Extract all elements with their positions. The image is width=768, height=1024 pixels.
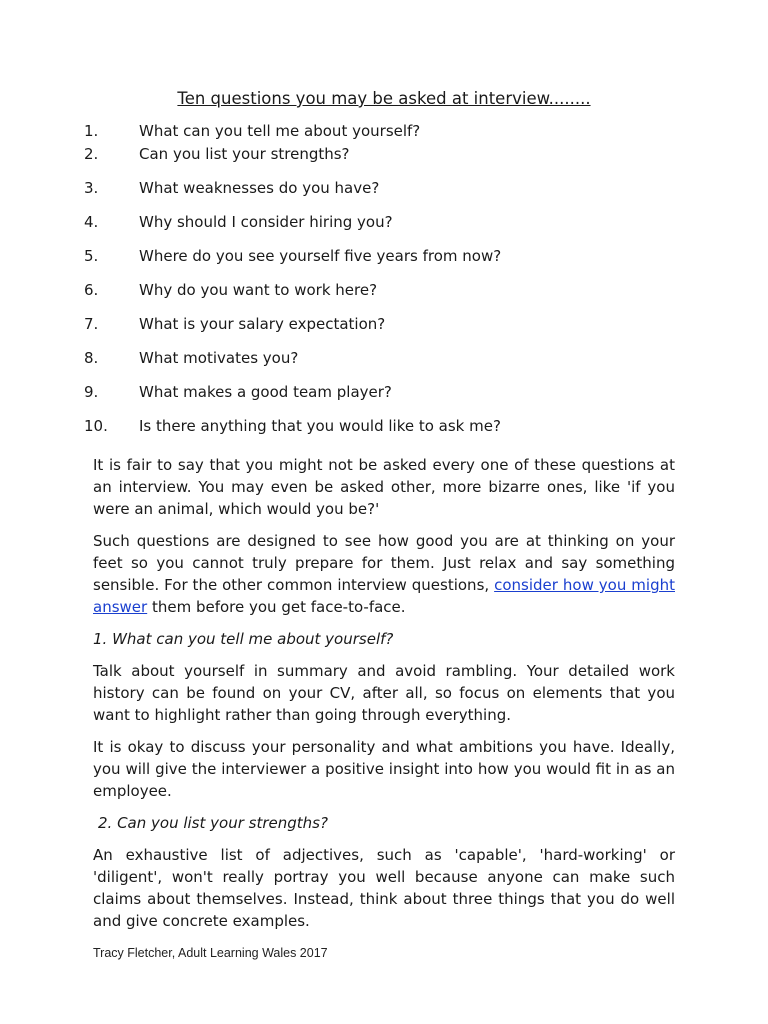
paragraph-summary: Talk about yourself in summary and avoid rambling. Your detailed work history can be found on your CV, after all, so focus on elements that you want to highlight rather than going through everything. <box>93 662 675 724</box>
list-item <box>84 280 377 300</box>
list-item <box>84 246 501 266</box>
page-title: Ten questions you may be asked at interview........ <box>177 89 591 108</box>
paragraph-prepare <box>93 530 675 618</box>
page-footer: Tracy Fletcher, Adult Learning Wales 2017 <box>93 946 328 960</box>
question-text: What makes a good team player? <box>139 383 392 401</box>
list-item <box>84 314 385 334</box>
question-number: 4. <box>84 213 99 231</box>
paragraph-adjectives: An exhaustive list of adjectives, such as 'capable', 'hard-working' or 'diligent', won't really portray you well because anyone can make such claims about themselves. Instead, think about three things that you do well and give concrete examples. <box>93 846 675 930</box>
list-item <box>84 144 350 164</box>
question-text: Can you list your strengths? <box>139 145 350 163</box>
list-item <box>84 348 298 368</box>
list-item <box>84 416 501 436</box>
question-number: 3. <box>84 179 99 197</box>
question-number: 1. <box>84 122 99 140</box>
question-number: 7. <box>84 315 99 333</box>
paragraph-personality: It is okay to discuss your personality and what ambitions you have. Ideally, you will give the interviewer a positive insight into how you would fit in as an employee. <box>93 738 675 800</box>
question-number: 5. <box>84 247 99 265</box>
question-list <box>0 0 768 450</box>
question-number: 8. <box>84 349 99 367</box>
list-item <box>84 382 392 402</box>
question-text: What weaknesses do you have? <box>139 179 380 197</box>
paragraph-intro: It is fair to say that you might not be asked every one of these questions at an interview. You may even be asked other, more bizarre ones, like 'if you were an animal, which would you be?' <box>93 456 675 518</box>
question-text: What can you tell me about yourself? <box>139 122 421 140</box>
question-text: Is there anything that you would like to ask me? <box>139 417 501 435</box>
list-item <box>84 121 420 141</box>
question-text: What is your salary expectation? <box>139 315 386 333</box>
section-heading-about-yourself: 1. What can you tell me about yourself? <box>93 630 394 648</box>
section-heading-strengths: 2. Can you list your strengths? <box>98 814 328 832</box>
consider-answer-link[interactable]: consider how you might answer <box>93 576 675 616</box>
question-text: Why do you want to work here? <box>139 281 378 299</box>
document-body <box>93 454 675 942</box>
question-number: 2. <box>84 145 99 163</box>
question-text: Why should I consider hiring you? <box>139 213 393 231</box>
list-item <box>84 178 379 198</box>
question-text: Where do you see yourself five years from now? <box>139 247 502 265</box>
paragraph-text: Such questions are designed to see how good you are at thinking on your feet so you cannot truly prepare for them. Just relax and say something sensible. For the other common interview questions, <box>93 532 675 594</box>
question-number: 6. <box>84 281 99 299</box>
question-number: 10. <box>84 417 108 435</box>
question-text: What motivates you? <box>139 349 299 367</box>
question-number: 9. <box>84 383 99 401</box>
list-item <box>84 212 393 232</box>
paragraph-text: them before you get face-to-face. <box>147 598 406 616</box>
